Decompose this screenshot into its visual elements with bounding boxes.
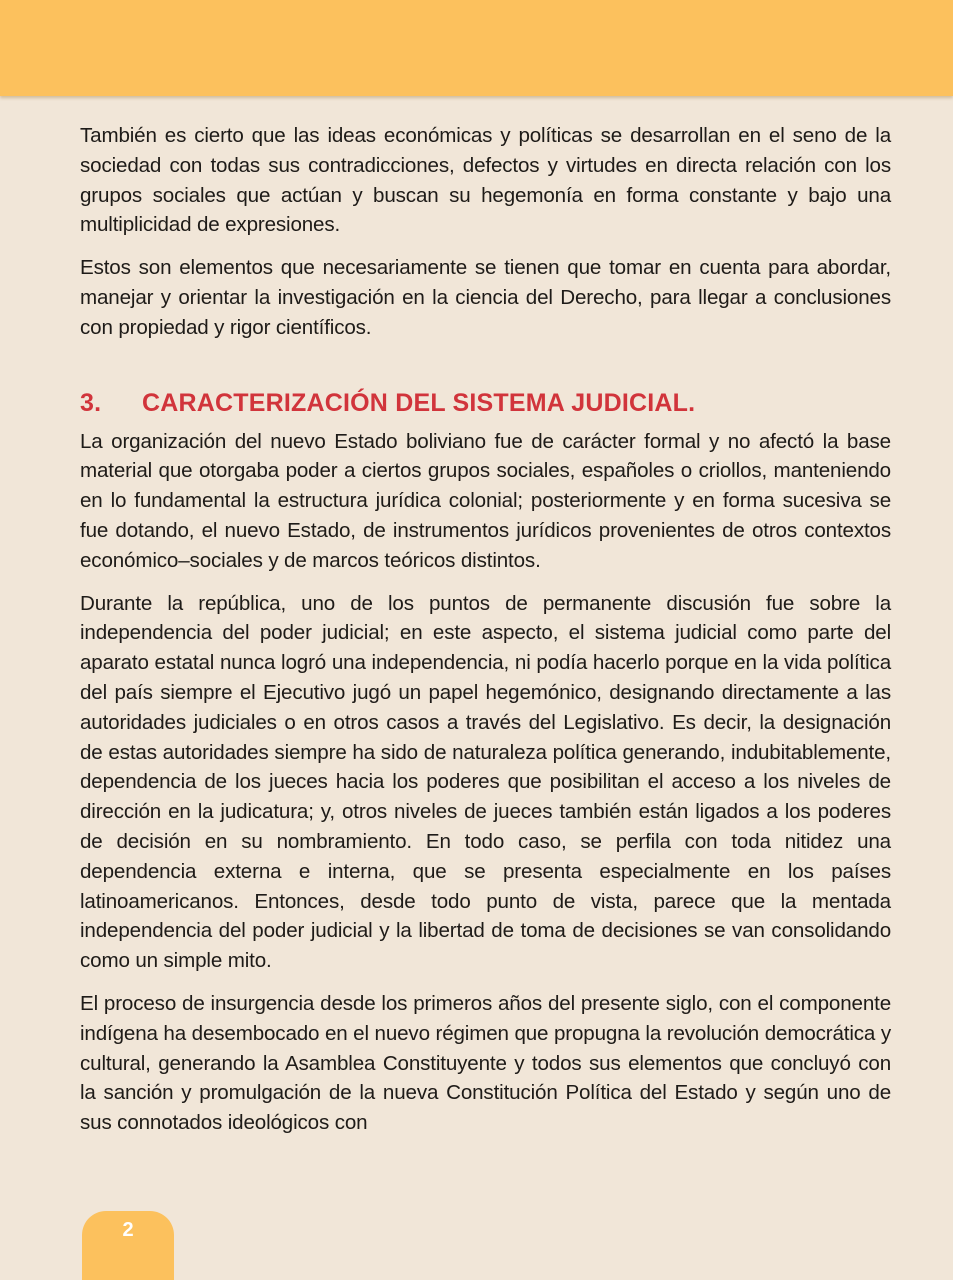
page-content [80, 121, 891, 1151]
section-heading [80, 387, 891, 419]
paragraph-5: El proceso de insurgencia desde los primeros años del presente siglo, con el componente indígena ha desembocado en el nuevo régimen que propugna la revolución democrática y cultural, generando la Asamblea Constituyente y todos sus elementos que concluyó con la sanción y promulgación de la nueva Constitución Política del Estado y según uno de sus connotados ideológicos con [80, 991, 891, 1135]
header-band [0, 0, 953, 96]
section-title: CARACTERIZACIÓN DEL SISTEMA JUDICIAL. [142, 388, 696, 417]
paragraph-4: Durante la república, uno de los puntos de permanente discusión fue sobre la independencia del poder judicial; en este aspecto, el sistema judicial como parte del aparato estatal nunca logró una independencia, ni podía hacerlo porque en la vida política del país siempre el Ejecutivo jugó un papel hegemónico, designando directamente a las autoridades judiciales o en otros casos a través del Legislativo. Es decir, la designación de estas autoridades siempre ha sido de naturaleza política generando, indubitablemente, dependencia de los jueces hacia los poderes que posibilitan el acceso a los niveles de dirección en la judicatura; y, otros niveles de jueces también están ligados a los poderes de decisión en su nombramiento. En todo caso, se perfila con toda nitidez una dependencia externa e interna, que se presenta especialmente en los países latinoamericanos. Entonces, desde todo punto de vista, parece que la mentada independencia del poder judicial y la libertad de toma de decisiones se van consolidando como un simple mito. [80, 591, 891, 973]
paragraph-2: Estos son elementos que necesariamente se tienen que tomar en cuenta para abordar, manejar y orientar la investigación en la ciencia del Derecho, para llegar a conclusiones con propiedad y rigor científicos. [80, 256, 891, 339]
paragraph-3: La organización del nuevo Estado boliviano fue de carácter formal y no afectó la base material que otorgaba poder a ciertos grupos sociales, españoles o criollos, manteniendo en lo fundamental la estructura jurídica colonial; posteriormente y en forma sucesiva se fue dotando, el nuevo Estado, de instrumentos jurídicos provenientes de otros contextos económico–sociales y de marcos teóricos distintos. [80, 429, 891, 572]
section-number: 3. [80, 388, 102, 417]
paragraph-1: También es cierto que las ideas económicas y políticas se desarrollan en el seno de la sociedad con todas sus contradicciones, defectos y virtudes en directa relación con los grupos sociales que actúan y buscan su hegemonía en forma constante y bajo una multiplicidad de expresiones. [80, 124, 891, 237]
page-number: 2 [122, 1219, 134, 1241]
page-number-tab [82, 1211, 174, 1280]
